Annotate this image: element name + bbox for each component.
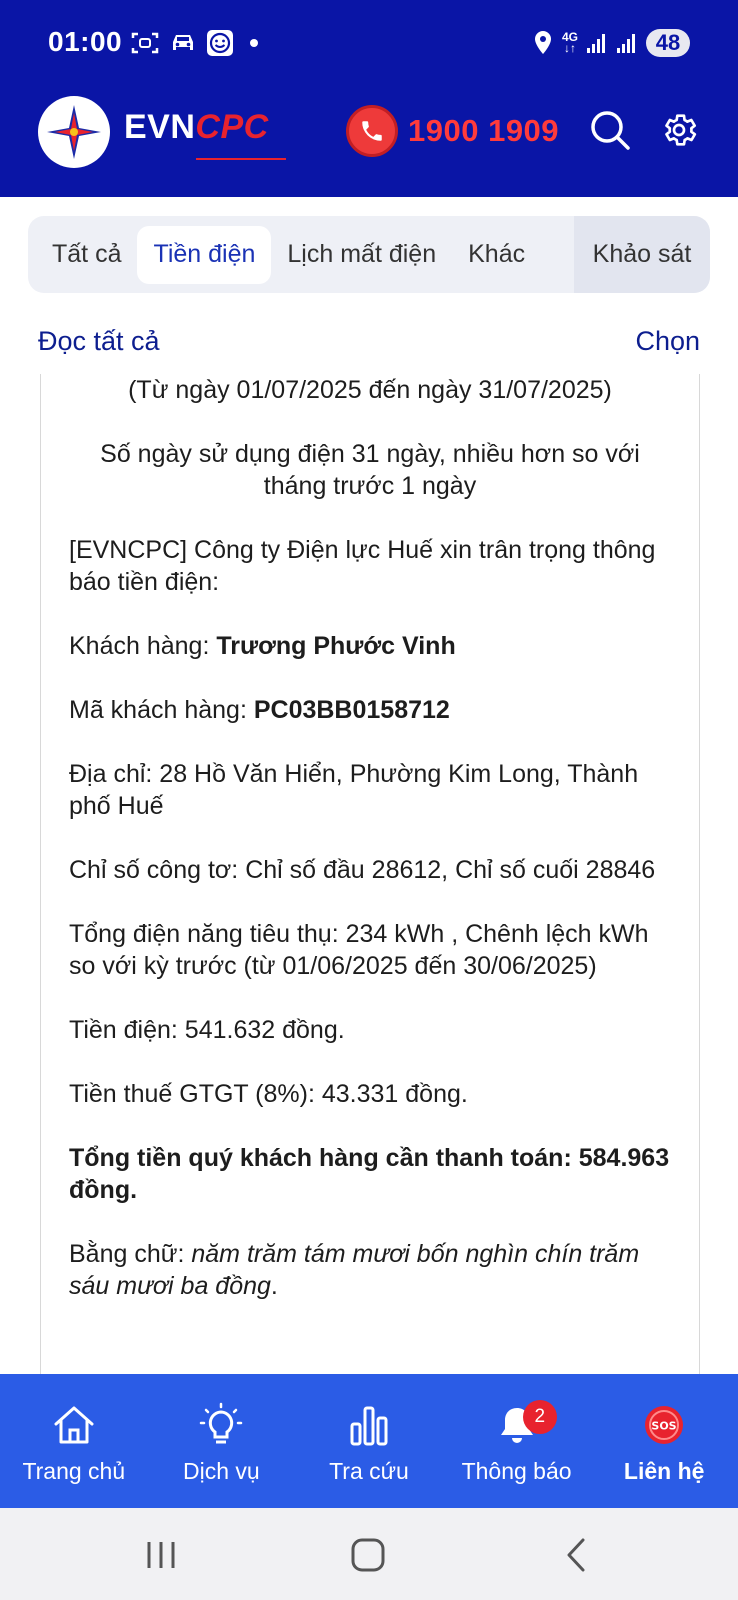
notification-body — [69, 374, 671, 1302]
hotline-number: 1900 1909 — [408, 113, 560, 148]
recent-apps-icon — [143, 1538, 179, 1572]
location-icon — [532, 30, 554, 56]
nav-home-label: Trang chủ — [22, 1457, 126, 1484]
customer-name: Trương Phước Vinh — [216, 632, 456, 660]
evn-logo-icon — [38, 96, 110, 168]
tab-other[interactable]: Khác — [468, 240, 526, 268]
select-link[interactable]: Chọn — [635, 326, 700, 356]
nav-contact-label: Liên hệ — [623, 1457, 705, 1484]
screen-capture-icon — [130, 30, 160, 56]
status-notification-icons — [130, 28, 258, 58]
bar-chart-icon — [346, 1398, 392, 1452]
brand-name — [124, 108, 269, 147]
nav-notifications[interactable] — [443, 1374, 591, 1508]
notice-intro: [EVNCPC] Công ty Điện lực Huế xin trân trọng thông báo tiền điện: — [69, 536, 656, 596]
billing-period: (Từ ngày 01/07/2025 đến ngày 31/07/2025) — [128, 376, 612, 404]
nav-home[interactable] — [0, 1374, 148, 1508]
notification-card[interactable] — [40, 374, 700, 1374]
customer-label: Khách hàng: — [69, 632, 217, 660]
smiley-app-icon — [206, 29, 234, 57]
total-amount — [69, 1142, 671, 1206]
read-all-link[interactable]: Đọc tất cả — [38, 326, 160, 356]
search-button[interactable] — [586, 106, 634, 154]
vat-amount: Tiền thuế GTGT (8%): 43.331 đồng. — [69, 1080, 468, 1108]
sos-icon — [641, 1398, 687, 1452]
days-used: Số ngày sử dụng điện 31 ngày, nhiều hơn so với tháng trước 1 ngày — [100, 440, 640, 500]
lightbulb-icon — [198, 1398, 244, 1452]
network-type-label: 4G — [561, 30, 578, 44]
home-square-icon — [350, 1537, 386, 1573]
brand-evn: EVN — [124, 108, 196, 146]
electricity-cost: Tiền điện: 541.632 đồng. — [69, 1016, 345, 1044]
tab-electricity-bill[interactable]: Tiền điện — [137, 226, 271, 284]
phone-icon — [346, 105, 398, 157]
customer-id-label: Mã khách hàng: — [69, 696, 254, 724]
nav-lookup-label: Tra cứu — [329, 1457, 409, 1484]
meter-readings: Chỉ số công tơ: Chỉ số đầu 28612, Chỉ số cuối 28846 — [69, 856, 656, 884]
nav-services-label: Dịch vụ — [183, 1457, 260, 1484]
gear-icon — [659, 110, 699, 150]
system-navigation-bar — [0, 1508, 738, 1600]
settings-button[interactable] — [655, 106, 703, 154]
network-type — [562, 32, 578, 54]
nav-contact[interactable] — [590, 1374, 738, 1508]
app-header — [0, 0, 738, 197]
amount-in-words-label: Bằng chữ: — [69, 1240, 192, 1268]
amount-in-words — [69, 1238, 671, 1302]
nav-lookup[interactable] — [295, 1374, 443, 1508]
brand-bar — [0, 92, 738, 172]
battery-indicator: 48 — [646, 29, 690, 57]
search-icon — [589, 109, 631, 151]
data-arrows-icon: ↓↑ — [563, 41, 576, 55]
tab-survey[interactable]: Khảo sát — [574, 216, 710, 293]
status-bar — [0, 22, 738, 62]
tab-outage-schedule[interactable]: Lịch mất điện — [287, 240, 437, 268]
more-notifications-dot — [250, 39, 258, 47]
amount-in-words-end: . — [270, 1272, 278, 1300]
consumption: Tổng điện năng tiêu thụ: 234 kWh , Chênh lệch kWh so với kỳ trước (từ 01/06/2025 đến 30/06/2025) — [69, 920, 649, 980]
svg-text:SOS: SOS — [651, 1419, 677, 1432]
home-system-button[interactable] — [338, 1530, 398, 1580]
brand-underline — [196, 158, 286, 160]
list-actions — [38, 322, 700, 362]
notification-badge: 2 — [523, 1400, 557, 1434]
signal-icon-1 — [586, 32, 608, 54]
nav-services[interactable] — [148, 1374, 296, 1508]
customer-line — [69, 630, 671, 662]
signal-icon-2 — [616, 32, 638, 54]
nav-notifications-label: Thông báo — [461, 1457, 572, 1484]
tab-all[interactable]: Tất cả — [52, 240, 122, 268]
recent-apps-button[interactable] — [131, 1530, 191, 1580]
total-amount-text: Tổng tiền quý khách hàng cần thanh toán: 584.963 đồng. — [69, 1144, 670, 1204]
brand-cpc: CPC — [195, 108, 269, 146]
customer-id-line — [69, 694, 671, 726]
address: Địa chỉ: 28 Hồ Văn Hiển, Phường Kim Long, Thành phố Huế — [69, 760, 639, 820]
status-system-icons — [532, 28, 690, 58]
amount-in-words-text: năm trăm tám mươi bốn nghìn chín trăm sáu mươi ba đồng — [69, 1240, 640, 1300]
back-chevron-icon — [561, 1537, 591, 1573]
bottom-navigation — [0, 1374, 738, 1508]
category-tabs — [28, 216, 710, 293]
home-icon — [51, 1398, 97, 1452]
hotline-button[interactable] — [346, 104, 559, 158]
car-icon — [168, 30, 198, 56]
status-time: 01:00 — [48, 26, 123, 57]
back-button[interactable] — [546, 1530, 606, 1580]
customer-id: PC03BB0158712 — [253, 696, 450, 724]
